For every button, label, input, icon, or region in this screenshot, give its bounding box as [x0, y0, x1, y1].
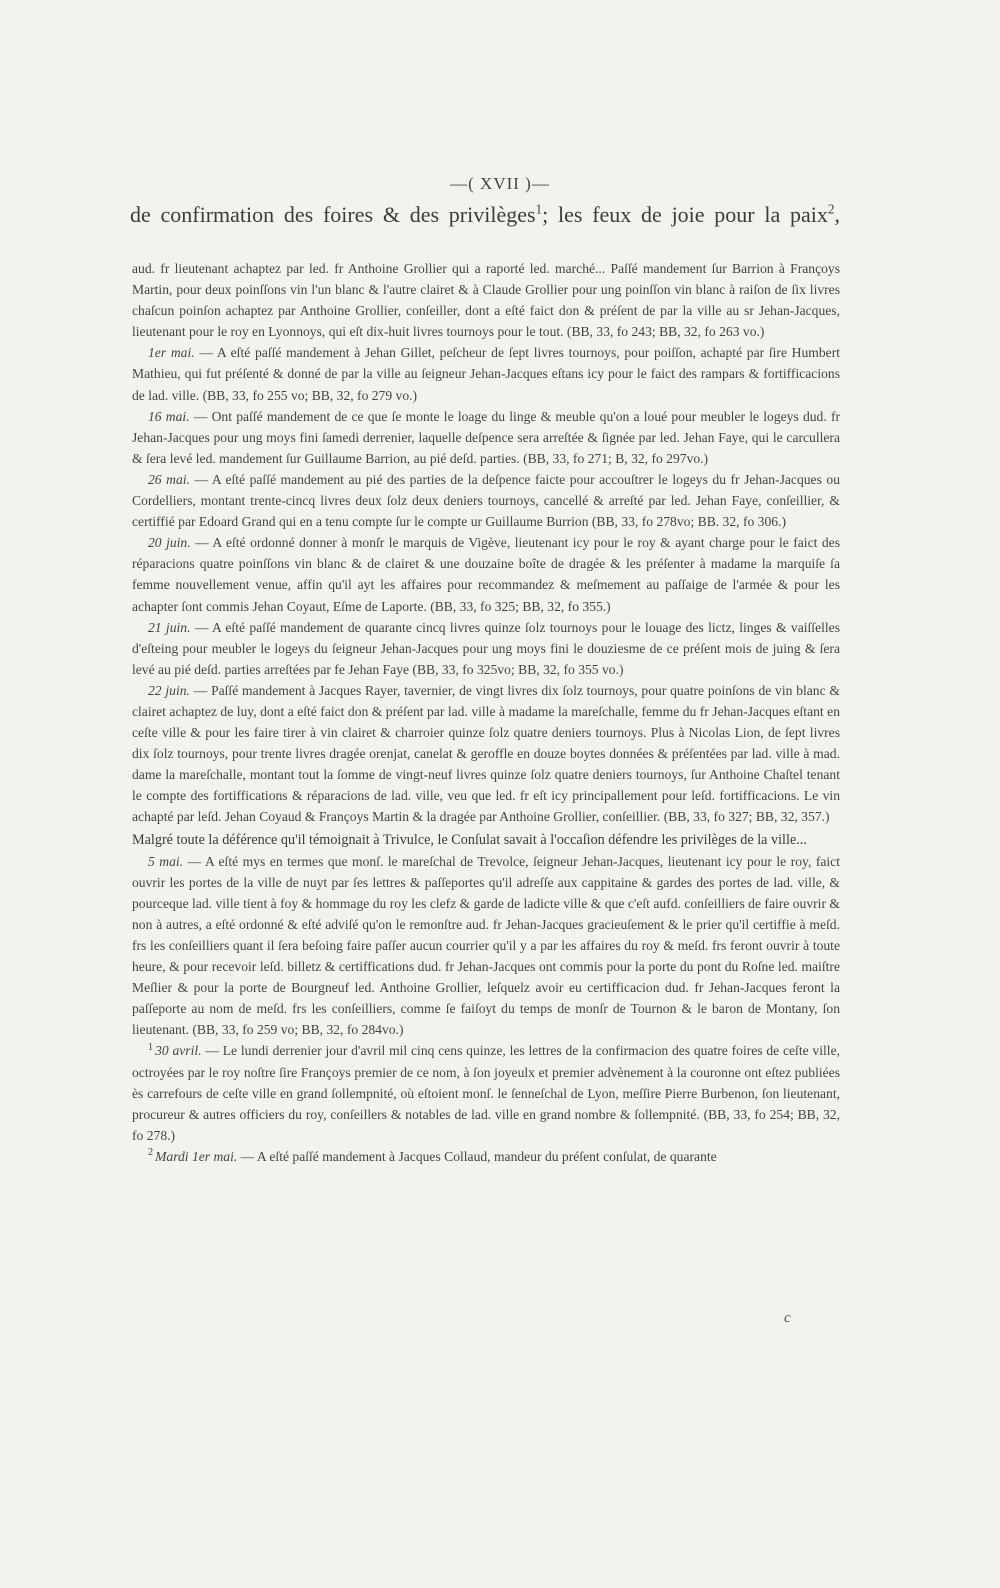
paragraph-text: — Ont paſſé mandement de ce que ſe monte le loage du linge & meuble qu'on a loué pour meubler le logeys dud. fr Jehan-Jacques pour ung moys fini ſamedi derrenier, laquelle deſpence sera arreſtée & ſignée par led. Jehan Faye, qui le carcullera & ſera levé led. mandement ſur Guillaume Barrion, au pié deſd. parties. (BB, 33, fo 271; B, 32, fo 297vo.): [132, 408, 840, 466]
paragraph-text: — A eſté paſſé mandement à Jehan Gillet, peſcheur de ſept livres tournoys, pour poiſſon, achapté par ſire Humbert Mathieu, qui fut préſenté & donné de par la ville au ſeigneur Jehan-Jacques eſtans icy pour le faict des rampars & fortifficacions de lad. ville. (BB, 33, fo 255 vo; BB, 32, fo 279 vo.): [132, 345, 841, 403]
running-text: de confirmation des foires & des privilèges: [130, 202, 536, 227]
entry-date: 26 mai.: [148, 471, 190, 487]
footnote: [132, 1146, 840, 1167]
footnote-ref-1[interactable]: 1: [535, 201, 543, 217]
paragraph-text: — A eſté mys en termes que monſ. le mareſchal de Trevolce, ſeigneur Jehan-Jacques, lieutenant icy pour le roy, faict ouvrir les portes de la ville de nuyt par ſes lettres & paſſeportes qu'il adreſſe aux cappitaine & gardes des portes de lad. ville, & pourceque lad. ville tient à foy & hommage du roy les clefz & garde de ladicte ville & que c'eſt aufd. conſeilliers de faire ouvrir & non à autres, a eſté ordonné & eſté adviſé qu'on le remonſtre aud. fr Jehan-Jacques gracieuſement & le prier qu'il certiffie à meſd. frs les conſeilliers quant il ſera beſoing faire paſſer aucun courrier qu'il y a par les affaires du roy & meſd. frs feront ouvrir à toute heure, & pour recevoir leſd. billetz & certiffications dud. fr Jehan-Jacques ont commis pour la porte du pont du Roſne led. maiſtre Meſlier & pour la porte de Bourgneuf led. Anthoine Grollier, leſquelz avoir eu certifficacion dud. fr Jehan-Jacques feront la paſſeporte au nom de meſd. frs les conſeilliers, comme ſe faiſoyt du temps de monſr de Tournon & le baron de Montany, ſon lieutenant. (BB, 33, fo 259 vo; BB, 32, fo 284vo.): [132, 853, 840, 1038]
entry-date: 20 juin.: [148, 535, 191, 551]
paragraph-text: — Paſſé mandement à Jacques Rayer, tavernier, de vingt livres dix ſolz tournoys, pour quatre poinſons de vin blanc & clairet achaptez de luy, dont a eſté faict don & préſent par lad. ville à madame la mareſchalle, femme du fr Jehan-Jacques eſtant en ceſte ville & pour les faire tirer à vin clairet & charroier quinze ſolz quatre deniers tournoys. Plus à Nicolas Lion, de ſept livres dix ſolz tournoys, pour trente livres dragée orenjat, canelat & geroffle en douze boytes données & préſentées par lad. ville à mad. dame la mareſchalle, montant tout la ſomme de vingt-neuf livres quinze ſolz quatre deniers tournoys, ſur Anthoine Chaſtel tenant le compte des fortiffications & réparacions de lad. ville, veu que led. fr eſt icy principallement pour leſd. fortifficacions. Le vin achapté par leſd. Jehan Coyaud & Françoys Martin & la dragée par Anthoine Grollier, conſeillier. (BB, 33, fo 327; BB, 32, 357.): [132, 682, 840, 825]
running-end: ,: [834, 202, 840, 227]
footnote-text: — Le lundi derrenier jour d'avril mil cinq cens quinze, les lettres de la confirmacion des quatre foires de ceſte ville, octroyées par le roy noſtre ſire Françoys premier de ce nom, à ſon joyeulx et premier advènement à la couronne ont eſtez publiées ès carrefours de ceſte ville en grand ſollempnité, où eſtoient monſ. le ſenneſchal de Lyon, meſſire Pierre Burbenon, ſon lieutenant, procureur & autres officiers du roy, conſeillers & notables de lad. ville en grand nombre & ſollempnité. (BB, 33, fo 254; BB, 32, fo 278.): [132, 1043, 840, 1143]
signature-mark: c: [784, 1310, 791, 1326]
page-number: —( XVII )—: [450, 174, 550, 193]
paragraph-text: aud. fr lieutenant achaptez par led. fr Anthoine Grollier qui a raporté led. marché... Paſſé mandement ſur Barrion à Françoys Martin, pour deux poinſſons vin l'un blanc & l'autre clairet & à Claude Grollier pour ung poinſſon vin blanc à raiſon de ſix livres chaſcun poinſon achaptez par Anthoine Grollier, conſeiller, dont a eſté faict don & préſent de par la ville au sr Jehan-Jacques, lieutenant pour le roy en Lyonnoys, qui eſt dix-huit livres tournoys pour le tout. (BB, 33, fo 243; BB, 32, fo 263 vo.): [132, 261, 840, 340]
footnote-date: Mardi 1er mai.: [155, 1148, 238, 1164]
entry-date: 1er mai.: [148, 345, 195, 361]
footnote: [132, 1040, 840, 1145]
footnote-number: 2: [148, 1147, 154, 1159]
paragraph: [132, 851, 840, 1041]
paragraph-text: — A eſté ordonné donner à monſr le marquis de Vigève, lieutenant icy pour le roy & ayant charge pour le faict des réparacions quatre poinſſons vin blanc & de clairet & une douzaine boîte de dragée & les préſenter à madame la marquiſe ſa femme nouvellement venue, affin qu'il ayt les affaires pour recommandez & meſmement au paſſaige de l'armée & pour les achapter ſont commis Jehan Coyaut, Eſme de Laporte. (BB, 33, fo 325; BB, 32, fo 355.): [132, 535, 840, 614]
footnote-text: — A eſté paſſé mandement à Jacques Collaud, mandeur du préſent conſulat, de quarante: [237, 1148, 717, 1164]
entry-date: 22 juin.: [148, 682, 190, 698]
paragraph: [132, 342, 840, 405]
footnote-number: 1: [148, 1041, 154, 1053]
paragraph: [132, 469, 840, 532]
paragraph: [132, 258, 840, 342]
body-text: [132, 258, 840, 1167]
paragraph: [132, 680, 840, 828]
footnote-ref-2[interactable]: 2: [827, 201, 835, 217]
footnote-date: 30 avril.: [155, 1043, 202, 1059]
paragraph: [132, 532, 840, 616]
paragraph: [132, 617, 840, 680]
entry-date: 16 mai.: [148, 408, 190, 424]
paragraph: [132, 406, 840, 469]
paragraph-text: — A eſté paſſé mandement de quarante cincq livres quinze ſolz tournoys pour le louage des lictz, linges & vaiſſelles d'eſteing pour meubler le logeys du ſeigneur Jehan-Jacques pour ung moys fini le douziesme de ce préſent mois de juing & ſera levé au pié deſd. parties arreſtées par fe Jehan Faye (BB, 33, fo 325vo; BB, 32, fo 355 vo.): [132, 619, 840, 677]
running-text-2: ; les feux de joie pour la paix: [542, 202, 828, 227]
running-heading: [130, 200, 840, 230]
entry-date: 21 juin.: [148, 619, 191, 635]
paragraph-text: — A eſté paſſé mandement au pié des parties de la deſpence faicte pour accouſtrer le logeys du fr Jehan-Jacques ou Cordelliers, montant trente-cincq livres deux ſolz deux deniers tournoys, cancellé & arreſté par led. Jehan Faye, conſeillier, & certiffié par Edoard Grand qui en a tenu compte ſur le compte ur Guillaume Burrion (BB, 33, fo 278vo; BB. 32, fo 306.): [132, 471, 840, 530]
intro-paragraph: Malgré toute la déférence qu'il témoignait à Trivulce, le Conſulat savait à l'occaſion défendre les privilèges de la ville...: [132, 831, 807, 848]
entry-date: 5 mai.: [148, 853, 184, 869]
